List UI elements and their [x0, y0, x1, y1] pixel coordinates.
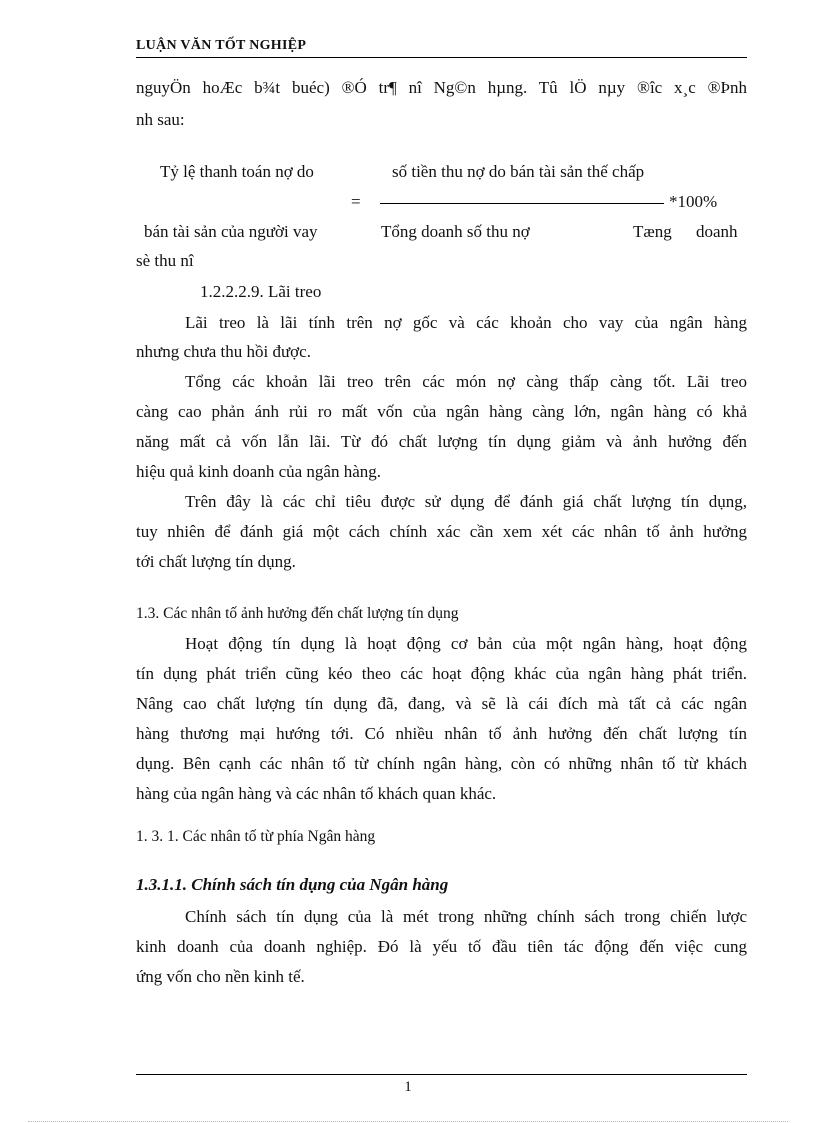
section-heading: 1.2.2.2.9. Lãi treo: [200, 282, 322, 301]
paragraph-line: tới chất lượng tín dụng.: [136, 552, 296, 571]
paragraph-line: nguyÖn hoÆc b¾t buéc) ®Ó tr¶ nî Ng©n hµng. Tû lÖ nµy ®îc x¸c ®Þnh: [136, 78, 747, 97]
paragraph-line: hàng thương mại hướng tới. Có nhiều nhân tố ảnh hưởng đến chất lượng tín: [136, 724, 747, 743]
paragraph-line: Chính sách tín dụng của là mét trong những chính sách trong chiến lược: [185, 907, 747, 926]
paragraph-line: dụng. Bên cạnh các nhân tố từ chính ngân hàng, còn có những nhân tố từ khách: [136, 754, 747, 773]
fraction-bar: [380, 203, 664, 204]
paragraph-line: Nâng cao chất lượng tín dụng đã, đang, và sẽ là cái đích mà tất cả các ngân: [136, 694, 747, 713]
page-edge-dots: [28, 1121, 788, 1122]
paragraph-line: Trên đây là các chỉ tiêu được sử dụng để đánh giá chất lượng tín dụng,: [185, 492, 747, 511]
paragraph-line: hiệu quả kinh doanh của ngân hàng.: [136, 462, 382, 481]
section-heading: 1. 3. 1. Các nhân tố từ phía Ngân hàng: [136, 828, 376, 845]
paragraph-line: nh sau:: [136, 110, 185, 129]
footer-rule: [136, 1074, 747, 1075]
paragraph-line: tín dụng phát triển cũng kéo theo các hoạt động khác của ngân hàng phát triển.: [136, 664, 747, 683]
section-heading: 1.3.1.1. Chính sách tín dụng của Ngân hàng: [136, 875, 449, 894]
paragraph-line: kinh doanh của doanh nghiệp. Đó là yếu tố đầu tiên tác động đến việc cung: [136, 937, 747, 956]
paragraph-line: Hoạt động tín dụng là hoạt động cơ bản của một ngân hàng, hoạt động: [185, 634, 747, 653]
paragraph-line: ứng vốn cho nền kinh tế.: [136, 967, 305, 986]
formula-times100: *100%: [669, 192, 718, 211]
paragraph-line: nhưng chưa thu hồi được.: [136, 342, 311, 361]
page-number: 1: [404, 1079, 412, 1095]
paragraph-line: tuy nhiên để đánh giá một cách chính xác cần xem xét các nhân tố ảnh hưởng: [136, 522, 747, 541]
formula-numerator: số tiền thu nợ do bán tài sản thế chấp: [392, 162, 645, 181]
paragraph-line: năng mất cả vốn lẫn lãi. Từ đó chất lượng tín dụng giảm và ảnh hưởng đến: [136, 432, 747, 451]
running-header: LUẬN VĂN TỐT NGHIỆP: [136, 38, 307, 53]
header-rule: [136, 57, 747, 58]
paragraph-line: hàng của ngân hàng và các nhân tố khách quan khác.: [136, 784, 497, 803]
formula-left-bottom: bán tài sản của người vay: [144, 222, 318, 241]
paragraph-line: Lãi treo là lãi tính trên nợ gốc và các khoản cho vay của ngân hàng: [185, 313, 747, 332]
formula-trailing: Tæng doanh: [633, 222, 738, 241]
formula-equals: =: [351, 192, 361, 211]
formula-denominator: Tổng doanh số thu nợ: [381, 222, 530, 241]
formula-trailing-2: sè thu nî: [136, 251, 194, 270]
paragraph-line: càng cao phản ánh rủi ro mất vốn của ngân hàng càng lớn, ngân hàng có khả: [136, 402, 747, 421]
paragraph-line: Tổng các khoản lãi treo trên các món nợ càng thấp càng tốt. Lãi treo: [185, 372, 747, 391]
formula-left-top: Tỷ lệ thanh toán nợ do: [160, 162, 314, 181]
section-heading: 1.3. Các nhân tố ảnh hưởng đến chất lượng tín dụng: [136, 605, 459, 622]
